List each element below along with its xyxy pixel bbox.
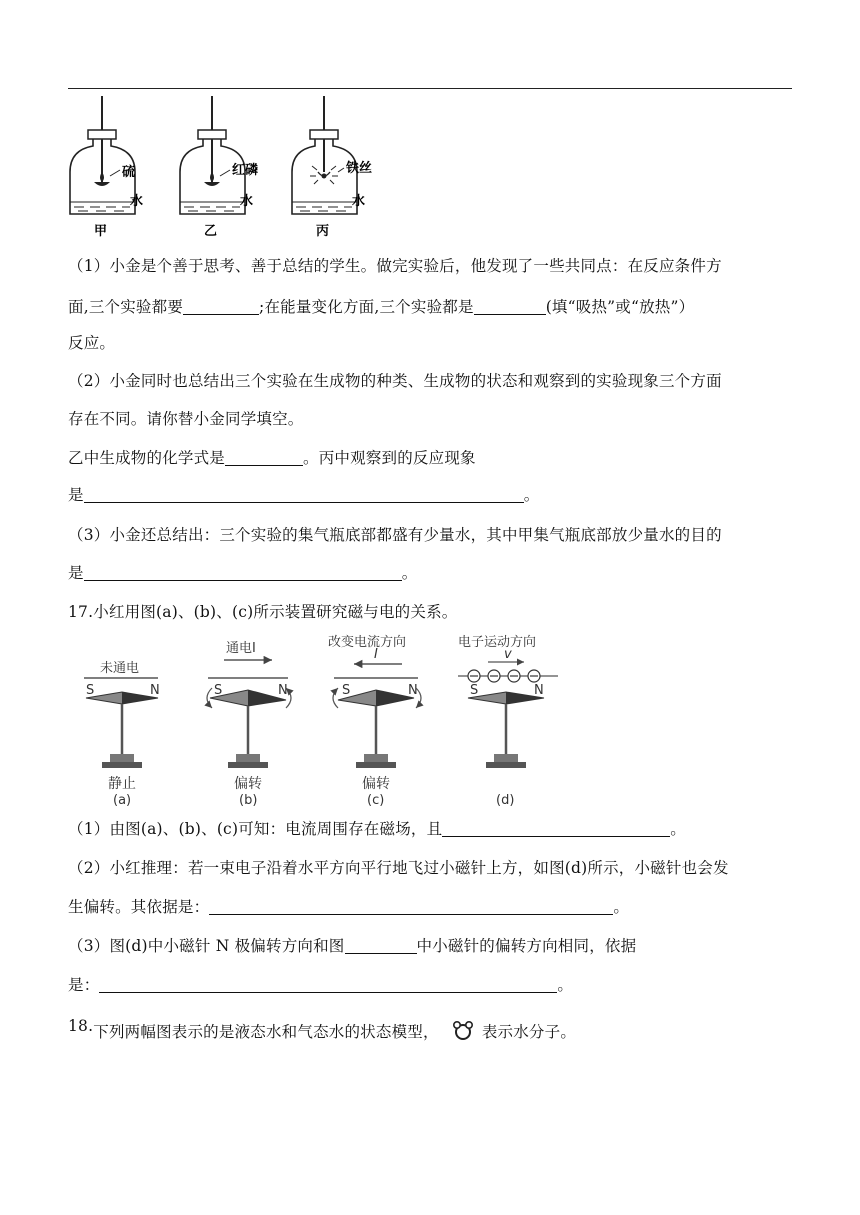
pole-s: S	[342, 683, 351, 698]
q16-part1-text-c: (填“吸热”或“放热”）	[545, 298, 695, 316]
header-rule	[68, 88, 792, 89]
pole-n: N	[278, 683, 288, 698]
q17-part1-text: （1）由图(a)、(b)、(c)可知：电流周围存在磁场，且	[68, 820, 443, 838]
answer-blank[interactable]	[442, 820, 670, 837]
q16-part2-line3	[68, 448, 476, 468]
pole-n: N	[150, 683, 160, 698]
compass-a-caption: (a)	[113, 793, 132, 808]
answer-blank[interactable]	[345, 937, 417, 954]
q16-part3-line2	[68, 563, 417, 583]
compass-d	[458, 634, 558, 808]
compass-a-state: 静止	[108, 776, 136, 792]
q16-part3-line1: （3）小金还总结出：三个实验的集气瓶底部都盛有少量水，其中甲集气瓶底部放少量水的目的	[68, 526, 722, 544]
water-molecule-icon	[448, 1020, 478, 1042]
q16-part3-text-b: 。	[401, 564, 418, 582]
q17-part2-text: 生偏转。其依据是：	[68, 898, 210, 916]
q16-part1-text-a: 面,三个实验都要	[68, 298, 184, 316]
q16-part2-text-a: 乙中生成物的化学式是	[68, 449, 226, 467]
q16-part2-line4	[68, 485, 539, 505]
q17-part3-text-b: 中小磁针的偏转方向相同，依据	[416, 937, 637, 955]
q18-text-a: 下列两幅图表示的是液态水和气态水的状态模型，	[93, 1023, 439, 1041]
compass-c-caption: (c)	[367, 793, 385, 808]
q17-part2-line1: （2）小红推理：若一束电子沿着水平方向平行地飞过小磁针上方，如图(d)所示，小磁针也会发	[68, 859, 729, 877]
answer-blank[interactable]	[474, 298, 546, 315]
bottle-bing-caption: 丙	[316, 224, 330, 239]
compass-b-caption: (b)	[239, 793, 258, 808]
q16-part2-line2: 存在不同。请你替小金同学填空。	[68, 410, 304, 428]
q16-part1-line3: 反应。	[68, 334, 116, 352]
bottle-bing-water: 水	[352, 194, 366, 209]
q17-part3-line1	[68, 936, 636, 956]
q16-part2-text-d: 。	[523, 486, 540, 504]
q17-title: 17.小红用图(a)、(b)、(c)所示装置研究磁与电的关系。	[68, 603, 458, 621]
q17-part3-text-c: 是：	[68, 976, 100, 994]
q18-text-b: 表示水分子。	[481, 1023, 577, 1041]
compass-c-state: 偏转	[362, 776, 390, 792]
compass-d-caption: (d)	[496, 793, 515, 808]
q16-part2-line1: （2）小金同时也总结出三个实验在生成物的种类、生成物的状态和观察到的实验现象三个方面	[68, 372, 722, 390]
compass-c-current: I	[374, 647, 378, 662]
gas-bottle-figure	[60, 94, 390, 242]
bottle-bing-substance: 铁丝	[346, 161, 373, 176]
compass-c-label: 改变电流方向	[328, 635, 407, 650]
pole-n: N	[534, 683, 544, 698]
bottle-jia	[70, 96, 143, 239]
compass-b-label: 通电I	[226, 641, 256, 656]
q16-part1-text-b: ;在能量变化方面,三个实验都是	[259, 298, 474, 316]
bottle-yi-caption: 乙	[204, 224, 218, 239]
answer-blank[interactable]	[84, 486, 524, 503]
bottle-yi-substance: 红磷	[232, 163, 259, 178]
bottle-yi	[180, 96, 258, 239]
bottle-yi-water: 水	[240, 194, 254, 209]
compass-b	[207, 640, 291, 808]
pole-s: S	[470, 683, 479, 698]
q17-part2-end: 。	[613, 898, 630, 916]
compass-a-label: 未通电	[100, 661, 140, 676]
answer-blank[interactable]	[99, 976, 557, 993]
compass-b-state: 偏转	[234, 776, 262, 792]
q16-part3-text-a: 是	[68, 564, 84, 582]
q17-part1-end: 。	[670, 820, 686, 838]
answer-blank[interactable]	[84, 564, 402, 581]
compass-d-velocity: v	[504, 647, 512, 662]
q17-part3-line2	[68, 975, 573, 995]
compass-figure	[78, 628, 578, 810]
q16-part1-line1: （1）小金是个善于思考、善于总结的学生。做完实验后，他发现了一些共同点：在反应条件方	[68, 257, 722, 275]
compass-c	[328, 634, 421, 808]
answer-blank[interactable]	[183, 298, 259, 315]
pole-n: N	[408, 683, 418, 698]
q18-line	[68, 1017, 577, 1042]
q17-part3-text-a: （3）图(d)中小磁针 N 极偏转方向和图	[68, 937, 345, 955]
bottle-jia-caption: 甲	[94, 224, 108, 239]
q16-part2-text-b: 。丙中观察到的反应现象	[303, 449, 476, 467]
q18-number: 18.	[68, 1017, 94, 1035]
answer-blank[interactable]	[225, 449, 303, 466]
pole-s: S	[86, 683, 95, 698]
answer-blank[interactable]	[209, 898, 613, 915]
pole-s: S	[214, 683, 223, 698]
q17-part2-line2	[68, 897, 629, 917]
bottle-jia-substance: 硫	[122, 165, 136, 180]
q17-part1	[68, 819, 686, 839]
q16-part2-text-c: 是	[68, 486, 84, 504]
compass-a	[84, 660, 160, 808]
bottle-bing	[292, 96, 372, 239]
compass-d-label: 电子运动方向	[458, 635, 537, 650]
q16-part1-line2	[68, 297, 694, 317]
bottle-jia-water: 水	[130, 194, 144, 209]
q17-part3-end: 。	[557, 976, 574, 994]
